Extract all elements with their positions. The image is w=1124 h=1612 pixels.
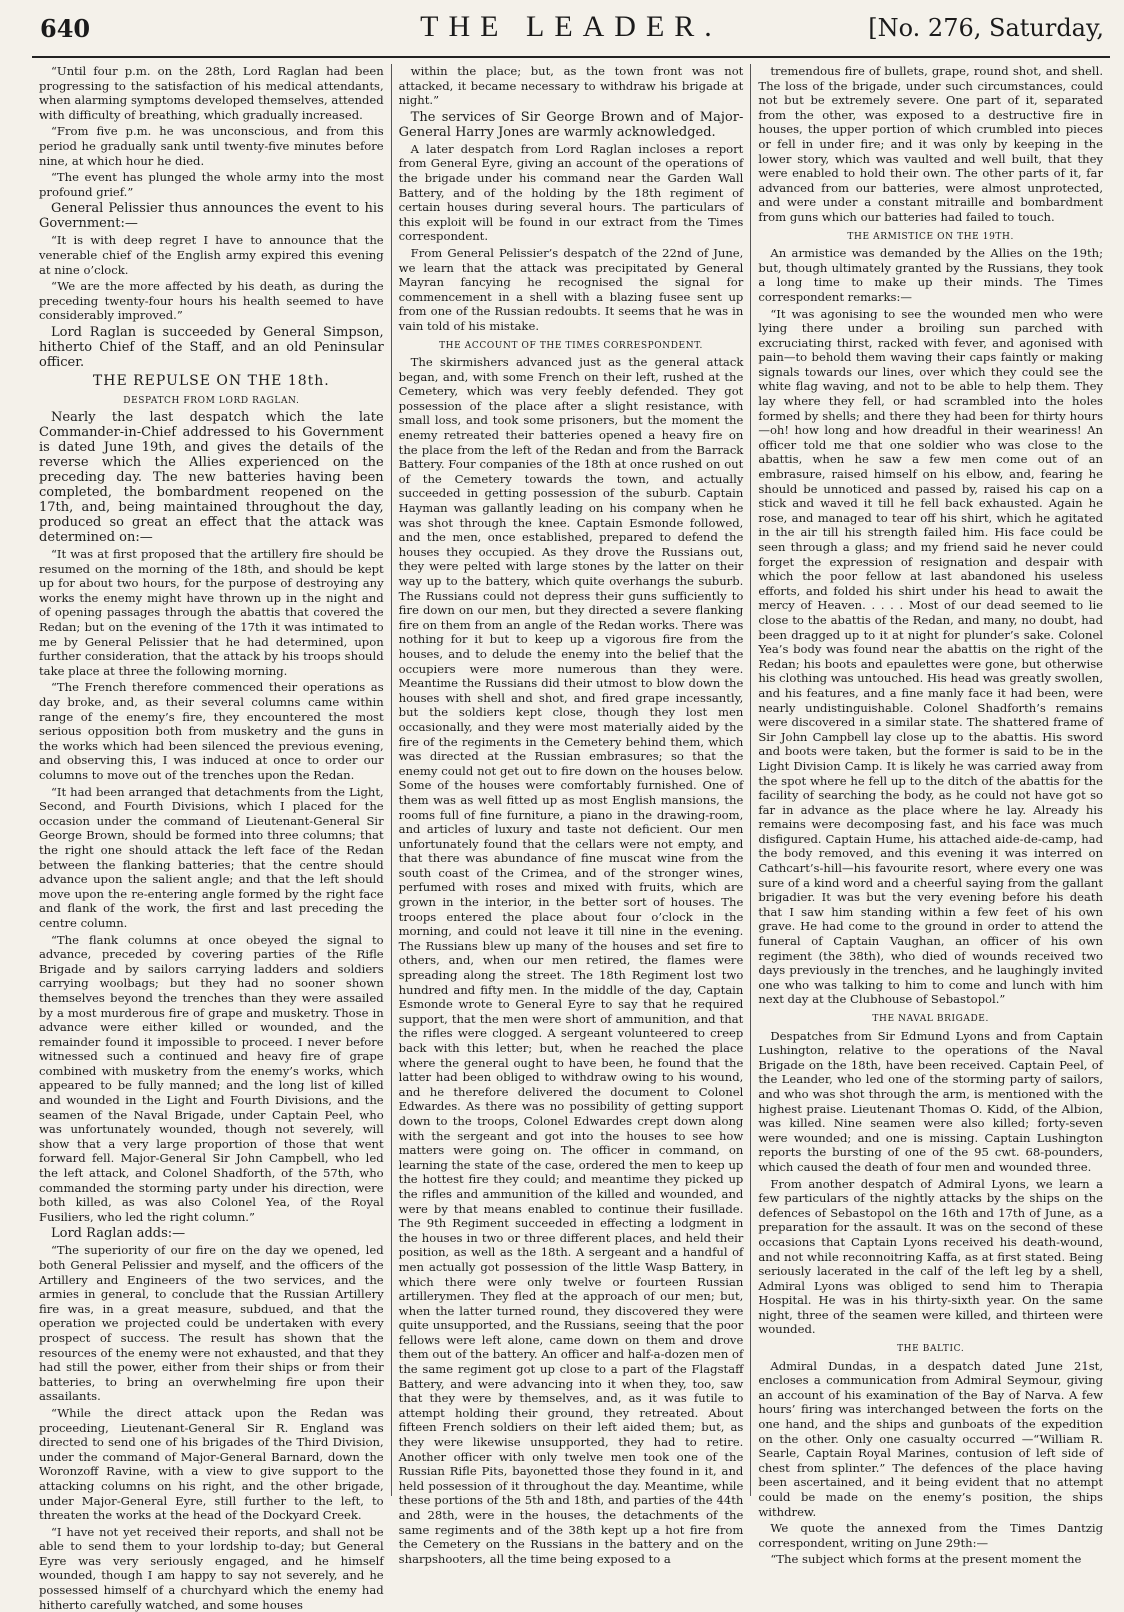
paragraph: “I have not yet received their reports, and shall not be able to send them to your lordship to-day; but General Eyre was very seriously engaged, and he himself wounded, though I am happy to say not severely, and he possessed himself of a churchyard which the enemy had hitherto carefully watched, and some houses	[39, 1524, 384, 1612]
newspaper-title: THE LEADER.	[420, 10, 722, 43]
paragraph: “From five p.m. he was unconscious, and from this period he gradually sank until twenty-five minutes before nine, at which hour he died.	[39, 124, 384, 168]
section-heading: THE REPULSE ON THE 18th.	[92, 372, 330, 389]
subsection-heading: THE BALTIC.	[897, 1344, 965, 1355]
paragraph: within the place; but, as the town front was not attacked, it became necessary to withdraw his brigade at night.”	[398, 64, 744, 108]
text-columns	[32, 64, 1110, 1612]
paragraph: “It was at first proposed that the artillery fire should be resumed on the morning of the 18th, and should be kept up for about two hours, for the purpose of destroying any works the enemy might have thrown up in the night and of opening passages through the abattis that covered the Redan; but on the evening of the 17th it was intimated to me by General Pelissier that he had determined, upon further consideration, that the attack by his troops should take place at three the following morning.	[39, 547, 384, 678]
paragraph: “It had been arranged that detachments from the Light, Second, and Fourth Divisions, which I placed for the occasion under the command of Lieutenant-General Sir George Brown, should be formed into three columns; that the right one should attack the left face of the Redan between the flanking batteries; that the centre should advance upon the salient angle; and that the left should move upon the re-entering angle formed by the right face and flank of the work, the first and last preceding the centre column.	[39, 784, 384, 930]
paragraph: “It was agonising to see the wounded men who were lying there under a broiling sun parched with excruciating thirst, racked with fever, and agonised with pain—to behold them waving their caps faintly or making signals towards our lines, over which they could see the white flag waving, and not to be able to help them. They lay where they fell, or had scrambled into the holes formed by shells; and there they had been for thirty hours—oh! how long and how dreadful in their weariness! An officer told me that one soldier who was close to the abattis, when he saw a few men come out of an embrasure, raised himself on his elbow, and, fearing he should be unnoticed and passed by, raised his cap on a stick and waved it till he fell back exhausted. Again he rose, and managed to tear off his shirt, which he agitated in the air till his strength failed him. His face could be seen through a glass; and my friend said he never could forget the expression of resignation and despair with which the poor fellow at last abandoned his useless efforts, and folded his shirt under his head to await the mercy of Heaven. . . . . Most of our dead seemed to lie close to the abattis of the Redan, and many, no doubt, had been dragged up to it at night for plunder’s sake. Colonel Yea’s body was found near the abattis on the right of the Redan; his boots and epaulettes were gone, but otherwise his clothing was untouched. His head was greatly swollen, and his features, and a fine manly face it had been, were nearly undistinguishable. Colonel Shadforth’s remains were discovered in a similar state. The shattered frame of Sir John Campbell lay close up to the abattis. His sword and boots were taken, but the former is said to be in the Light Division Camp. It is likely he was carried away from the spot where he fell up to the ditch of the abattis for the facility of searching the body, as he could not have got so far in advance as the place where he lay. Already his remains were decomposing fast, and his face was much disfigured. Captain Hume, his attached aide-de-camp, had the body removed, and this evening it was interred on Cathcart’s-hill—his favourite resort, where every one was sure of a kind word and a cheerful saying from the gallant brigadier. It was but the very evening before his death that I saw him standing within a few feet of his own grave. He had come to the ground in order to attend the funeral of Captain Vaughan, an officer of his own regiment (the 38th), who died of wounds received two days previously in the trenches, and he laughingly invited one who was talking to him to come and lunch with him next day at the Clubhouse of Sebastopol.”	[758, 306, 1104, 1007]
column-1	[32, 64, 391, 1612]
paragraph: “Until four p.m. on the 28th, Lord Raglan had been progressing to the satisfaction of his medical attendants, when alarming symptoms developed themselves, attended with difficulty of breathing, which gradually increased.	[39, 64, 384, 122]
paragraph: A later despatch from Lord Raglan incloses a report from General Eyre, giving an account of the operations of the brigade under his command near the Garden Wall Battery, and of the holding by the 18th regiment of certain houses during several hours. The particulars of this exploit will be found in our extract from the Times correspondent.	[398, 141, 744, 244]
paragraph: From General Pelissier’s despatch of the 22nd of June, we learn that the attack was precipitated by General Mayran fancying he recognised the signal for commencement in a shell with a blazing fusee sent up from one of the Russian redoubts. It seems that he was in vain told of his mistake.	[398, 245, 744, 333]
paragraph: “We are the more affected by his death, as during the preceding twenty-four hours his health seemed to have considerably improved.”	[39, 279, 384, 323]
paragraph: “While the direct attack upon the Redan was proceeding, Lieutenant-General Sir R. England was directed to send one of his brigades of the Third Division, under the command of Major-General Barnard, down the Woronzoff Ravine, with a view to give support to the attacking columns on his right, and the other brigade, under Major-General Eyre, still further to the left, to threaten the works at the head of the Dockyard Creek.	[39, 1405, 384, 1523]
lead-paragraph: Lord Raglan is succeeded by General Simpson, hitherto Chief of the Staff, and an old Peninsular officer.	[39, 324, 384, 370]
column-3	[750, 64, 1110, 1567]
paragraph: We quote the annexed from the Times Dantzig correspondent, writing on June 29th:—	[758, 1521, 1104, 1550]
paragraph: Admiral Dundas, in a despatch dated June 21st, encloses a communication from Admiral Seymour, giving an account of his examination of the Bay of Narva. A few hours’ firing was interchanged between the forts on the one hand, and the ships and gunboats of the expedition on the other. Only one casualty occurred —“William R. Searle, Captain Royal Marines, contusion of left side of chest from splinter.” The defences of the place having been ascertained, and it being evident that no attempt could be made on the enemy’s position, the ships withdrew.	[758, 1358, 1104, 1519]
page-number: 640	[40, 14, 91, 43]
subsection-heading: THE ARMISTICE ON THE 19TH.	[847, 231, 1014, 242]
subsection-heading: THE NAVAL BRIGADE.	[872, 1014, 989, 1024]
paragraph: Despatches from Sir Edmund Lyons and from Captain Lushington, relative to the operations of the Naval Brigade on the 18th, have been received. Captain Peel, of the Leander, who led one of the storming party of sailors, and who was shot through the arm, is mentioned with the highest praise. Lieutenant Thomas O. Kidd, of the Albion, was killed. Nine seamen were also killed; forty-seven were wounded; and one is missing. Captain Lushington reports the bursting of one of the 95 cwt. 68-pounders, which caused the death of four men and wounded three.	[758, 1028, 1104, 1174]
masthead	[32, 0, 1110, 58]
paragraph: From another despatch of Admiral Lyons, we learn a few particulars of the nightly attacks by the ships on the defences of Sebastopol on the 16th and 17th of June, as a preparation for the assault. It was on the second of these occasions that Captain Lyons received his death-wound, and not while reconnoitring Kaffa, as at first stated. Being seriously lacerated in the calf of the left leg by a shell, Admiral Lyons was obliged to send him to Therapia Hospital. He was in his thirty-sixth year. On the same night, three of the seamen were killed, and thirteen were wounded.	[758, 1176, 1104, 1337]
paragraph: “The superiority of our fire on the day we opened, led both General Pelissier and myself, and the officers of the Artillery and Engineers of the two services, and the armies in general, to conclude that the Russian Artillery fire was, in a great measure, subdued, and that the operation we projected could be undertaken with every prospect of success. The result has shown that the resources of the enemy were not exhausted, and that they had still the power, either from their ships or from their batteries, to bring an overwhelming fire upon their assailants.	[39, 1243, 384, 1404]
paragraph: An armistice was demanded by the Allies on the 19th; but, though ultimately granted by the Russians, they took a long time to make up their minds. The Times correspondent remarks:—	[758, 246, 1104, 304]
subsection-heading: THE ACCOUNT OF THE TIMES CORRESPONDENT.	[439, 340, 703, 351]
paragraph: “It is with deep regret I have to announce that the venerable chief of the English army expired this evening at nine o’clock.	[39, 233, 384, 277]
paragraph: “The subject which forms at the present moment the	[770, 1552, 1082, 1567]
paragraph: “The French therefore commenced their operations as day broke, and, as their several columns came within range of the enemy’s fire, they encountered the most serious opposition both from musketry and the guns in the works which had been silenced the previous evening, and observing this, I was induced at once to order our columns to move out of the trenches upon the Redan.	[39, 680, 384, 782]
lead-paragraph: General Pelissier thus announces the event to his Government:—	[39, 201, 384, 232]
lead-paragraph: Lord Raglan adds:—	[51, 1226, 186, 1242]
lead-paragraph: Nearly the last despatch which the late Commander-in-Chief addressed to his Government is dated June 19th, and gives the details of the reverse which the Allies experienced on the preceding day. The new batteries having been completed, the bombardment reopened on the 17th, and, being maintained throughout the day, produced so great an effect that the attack was determined on:—	[39, 410, 384, 546]
paragraph: “The flank columns at once obeyed the signal to advance, preceded by covering parties of the Rifle Brigade and by sailors carrying ladders and soldiers carrying woolbags; but they had no sooner shown themselves beyond the trenches than they were assailed by a most murderous fire of grape and musketry. Those in advance were either killed or wounded, and the remainder found it impossible to proceed. I never before witnessed such a continued and heavy fire of grape combined with musketry from the enemy’s works, which appeared to be fully manned; and the long list of killed and wounded in the Light and Fourth Divisions, and the seamen of the Naval Brigade, under Captain Peel, who was unfortunately wounded, though not severely, will show that a very large proportion of those that went forward fell. Major-General Sir John Campbell, who led the left attack, and Colonel Shadforth, of the 57th, who commanded the storming party under his direction, were both killed, as was also Colonel Yea, of the Royal Fusiliers, who led the right column.”	[39, 932, 384, 1224]
subsection-heading: DESPATCH FROM LORD RAGLAN.	[123, 395, 300, 406]
lead-paragraph: The services of Sir George Brown and of Major-General Harry Jones are warmly acknowledged.	[398, 109, 744, 140]
issue-label: [No. 276, Saturday,	[868, 14, 1104, 42]
paragraph: The skirmishers advanced just as the general attack began, and, with some French on their left, rushed at the Cemetery, which was very feebly defended. They got possession of the place after a slight resistance, with small loss, and took some prisoners, but the moment the enemy retreated their batteries opened a heavy fire on the place from the left of the Redan and from the Barrack Battery. Four companies of the 18th at once rushed on out of the Cemetery towards the town, and actually succeeded in getting possession of the suburb. Captain Hayman was gallantly leading on his company when he was shot through the knee. Captain Esmonde followed, and the men, once established, prepared to defend the houses they occupied. As they drove the Russians out, they were pelted with large stones by the latter on their way up to the battery, which quite overhangs the suburb. The Russians could not depress their guns sufficiently to fire down on our men, but they directed a severe flanking fire on them from an angle of the Redan works. There was nothing for it but to keep up a vigorous fire from the houses, and to delude the enemy into the belief that the occupiers were more numerous than they were. Meantime the Russians did their utmost to blow down the houses with shell and shot, and fired grape incessantly, but the soldiers kept close, though they lost men occasionally, and they were most materially aided by the fire of the regiments in the Cemetery behind them, which was directed at the Russian embrasures; so that the enemy could not get out to fire down on the houses below. Some of the houses were comfortably furnished. One of them was as well fitted up as most English mansions, the rooms full of fine furniture, a piano in the drawing-room, and articles of luxury and taste not deficient. Our men unfortunately found that the cellars were not empty, and that there was abundance of fine muscat wine from the south coast of the Crimea, and of the stronger wines, perfumed with roses and mixed with fruits, which are grown in the interior, in the better sort of houses. The troops entered the place about four o’clock in the morning, and could not leave it till nine in the evening. The Russians blew up many of the houses and set fire to others, and, when our men retired, the flames were spreading along the street. The 18th Regiment lost two hundred and fifty men. In the middle of the day, Captain Esmonde wrote to General Eyre to say that he required support, that the men were short of ammunition, and that the rifles were clogged. A sergeant volunteered to creep back with this letter; but, when he reached the place where the general ought to have been, he found that the latter had been obliged to withdraw owing to his wound, and he therefore delivered the document to Colonel Edwardes. As there was no possibility of getting support down to the troops, Colonel Edwardes crept down along with the sergeant and got into the houses to see how matters were going on. The officer in command, on learning the state of the case, ordered the men to keep up the hottest fire they could; and meantime they picked up the rifles and ammunition of the killed and wounded, and were by that means enabled to continue their fusillade. The 9th Regiment succeeded in effecting a lodgment in the houses in two or three different places, and held their position, as well as the 18th. A sergeant and a handful of men actually got possession of the little Wasp Battery, in which there were only twelve or fourteen Russian artillerymen. They fled at the approach of our men; but, when the latter turned round, they discovered they were quite unsupported, and the Russians, seeing that the poor fellows were left alone, came down on them and drove them out of the battery. An officer and half-a-dozen men of the same regiment got up close to a part of the Flagstaff Battery, and were advancing into it when they, too, saw that they were by themselves, and, as it was futile to attempt holding their ground, they retreated. About fifteen French soldiers on their left aided them; but, as they were likewise unsupported, they had to retire. Another officer with only twelve men took one of the Russian Rifle Pits, bayonetted those they found in it, and held possession of it throughout the day. Meantime, while these portions of the 5th and 18th, and parties of the 44th and 28th, were in the houses, the detachments of the same regiments and of the 38th kept up a hot fire from the Cemetery on the Russians in the battery and on the sharpshooters, all the time being exposed to a	[398, 355, 744, 1566]
column-2	[391, 64, 751, 1566]
paragraph: “The event has plunged the whole army into the most profound grief.”	[39, 170, 384, 199]
paragraph: tremendous fire of bullets, grape, round shot, and shell. The loss of the brigade, under such circumstances, could not but be extremely severe. One part of it, separated from the other, was exposed to a destructive fire in houses, the upper portion of which crumbled into pieces or fell in under fire; and it was only by keeping in the lower story, which was vaulted and well built, that they were enabled to hold their own. The other parts of it, far advanced from our batteries, were almost unprotected, and were under a constant mitraille and bombardment from guns which our batteries had failed to touch.	[758, 64, 1104, 224]
